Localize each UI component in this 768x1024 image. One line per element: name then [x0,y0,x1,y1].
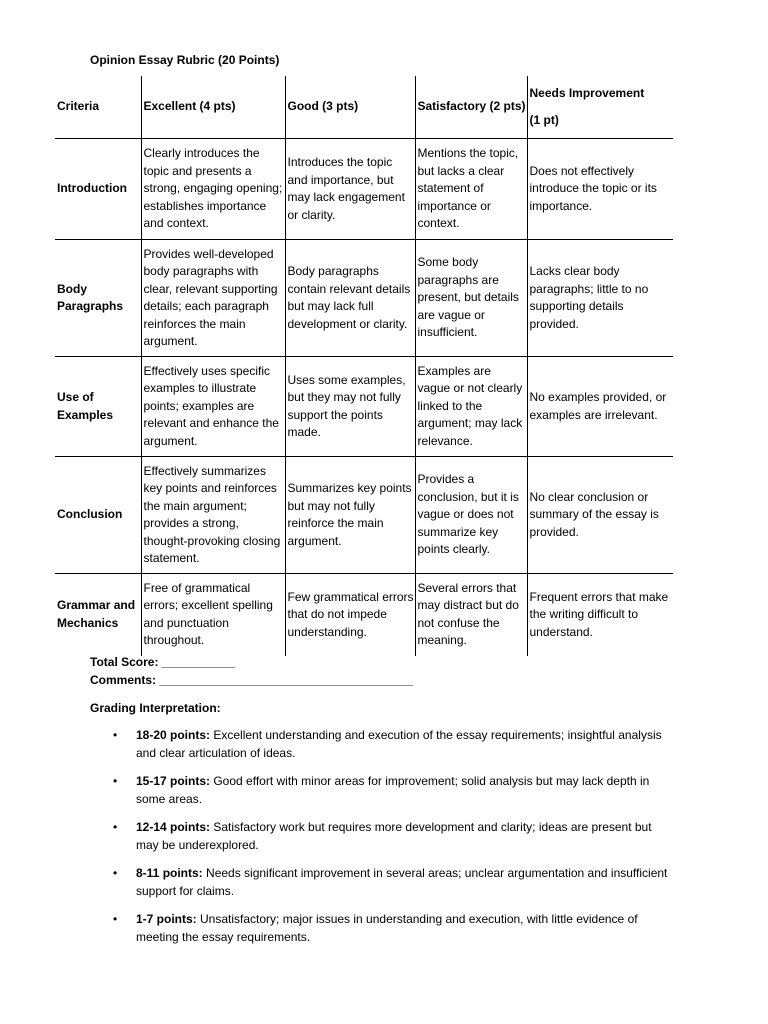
table-row [55,457,673,574]
satisfactory-cell: Provides a conclusion, but it is vague or does not summarize key points clearly. [415,457,527,574]
good-cell: Summarizes key points but may not fully reinforce the main argument. [285,457,415,574]
grading-description: Unsatisfactory; major issues in understanding and execution, with little evidence of meeting the essay requirements. [136,912,638,944]
grading-range: 15-17 points: [136,774,211,788]
header-needs-improvement [527,76,673,139]
satisfactory-cell: Several errors that may distract but do not confuse the meaning. [415,574,527,656]
list-item [100,727,670,762]
grading-list [100,727,670,957]
table-row [55,574,673,656]
bullet-icon: • [113,866,118,880]
header-needs-improvement-label: Needs Improvement [529,85,645,100]
grading-heading: Grading Interpretation: [90,701,221,715]
bullet-icon: • [113,820,118,834]
criterion-cell: Body Paragraphs [55,240,141,357]
header-good: Good (3 pts) [285,76,415,139]
needs-improvement-cell: No clear conclusion or summary of the essay is provided. [527,457,673,574]
grading-range: 18-20 points: [136,728,211,742]
needs-improvement-cell: No examples provided, or examples are irrelevant. [527,357,673,457]
list-item [100,773,670,808]
good-cell: Uses some examples, but they may not fully support the points made. [285,357,415,457]
satisfactory-cell: Some body paragraphs are present, but details are vague or insufficient. [415,240,527,357]
excellent-cell: Free of grammatical errors; excellent spelling and punctuation throughout. [141,574,285,656]
excellent-cell: Effectively uses specific examples to illustrate points; examples are relevant and enhance the argument. [141,357,285,457]
header-criteria: Criteria [57,99,100,114]
table-row [55,139,673,240]
header-satisfactory: Satisfactory (2 pts) [415,76,527,139]
table-header-row [55,76,673,139]
table-row [55,240,673,357]
rubric-table [55,76,673,656]
list-item [100,911,670,946]
grading-range: 12-14 points: [136,820,211,834]
bullet-icon: • [113,912,118,926]
excellent-cell: Clearly introduces the topic and presents a strong, engaging opening; establishes importance and context. [141,139,285,240]
satisfactory-cell: Mentions the topic, but lacks a clear statement of importance or context. [415,139,527,240]
excellent-cell: Provides well-developed body paragraphs with clear, relevant supporting details; each paragraph reinforces the main argument. [141,240,285,357]
header-excellent: Excellent (4 pts) [141,76,285,139]
grading-description: Needs significant improvement in several areas; unclear argumentation and insufficient support for claims. [136,866,668,898]
bullet-icon: • [113,774,118,788]
criterion-cell: Conclusion [55,457,141,574]
criterion-cell: Introduction [55,139,141,240]
table-row [55,357,673,457]
good-cell: Body paragraphs contain relevant details but may lack full development or clarity. [285,240,415,357]
grading-range: 8-11 points: [136,866,203,880]
grading-description: Satisfactory work but requires more development and clarity; ideas are present but may be underexplored. [136,820,652,852]
total-score-line: Total Score: ___________ [90,655,236,669]
criterion-cell: Use of Examples [55,357,141,457]
header-needs-improvement-points: (1 pt) [529,113,559,127]
criterion-cell: Grammar and Mechanics [55,574,141,656]
good-cell: Few grammatical errors that do not impede understanding. [285,574,415,656]
grading-range: 1-7 points: [136,912,197,926]
comments-line: Comments: ______________________________________ [90,673,413,687]
needs-improvement-cell: Frequent errors that make the writing difficult to understand. [527,574,673,656]
satisfactory-cell: Examples are vague or not clearly linked to the argument; may lack relevance. [415,357,527,457]
page-title: Opinion Essay Rubric (20 Points) [90,53,280,67]
good-cell: Introduces the topic and importance, but may lack engagement or clarity. [285,139,415,240]
needs-improvement-cell: Lacks clear body paragraphs; little to no supporting details provided. [527,240,673,357]
excellent-cell: Effectively summarizes key points and reinforces the main argument; provides a strong, thought-provoking closing statement. [141,457,285,574]
needs-improvement-cell: Does not effectively introduce the topic or its importance. [527,139,673,240]
bullet-icon: • [113,728,118,742]
list-item [100,819,670,854]
list-item [100,865,670,900]
grading-description: Excellent understanding and execution of the essay requirements; insightful analysis and clear articulation of ideas. [136,728,662,760]
grading-description: Good effort with minor areas for improvement; solid analysis but may lack depth in some areas. [136,774,650,806]
